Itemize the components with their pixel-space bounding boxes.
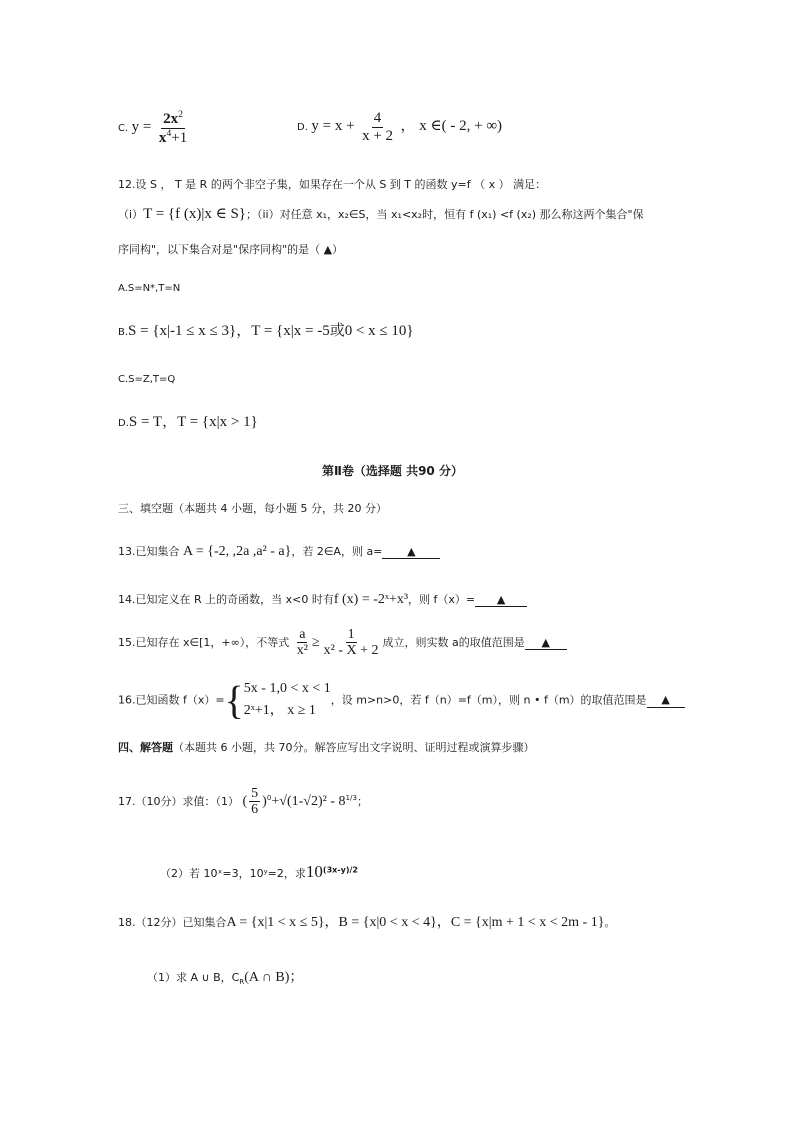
math-text: (A ∩ B)； — [244, 970, 304, 985]
answer-blank — [475, 593, 527, 607]
denominator: 6 — [251, 802, 259, 818]
q18 — [118, 915, 615, 932]
cond-text: 对任意 x₁，x₂∈S，当 x₁<x₂时，恒有 f (x₁) <f (x₂) 那么称这两个集合"保 — [279, 208, 644, 221]
triangle-icon: ▲ — [541, 635, 551, 649]
fill-heading: 三、填空题（本题共 4 小题，每小题 5 分，共 20 分） — [118, 502, 387, 515]
q17 — [118, 786, 368, 818]
triangle-icon: ▲ — [496, 593, 506, 606]
q12-line2 — [118, 205, 644, 223]
fraction — [360, 110, 395, 144]
heading-rest: （本题共 6 小题，共 70分。解答应写出文字说明、证明过程或演算步骤） — [173, 741, 535, 754]
q15-prefix: 15.已知存在 x∈[1，+∞），不等式 — [118, 635, 290, 649]
brace-icon: { — [224, 677, 244, 723]
exponent: 1/3 — [345, 793, 357, 803]
paren-open: ( — [242, 793, 248, 809]
denominator: x + 2 — [362, 127, 394, 144]
piecewise-cases — [244, 678, 331, 723]
exponent: 0 — [266, 793, 272, 803]
math-text: A = {-2, ,2a ,a² - a} — [183, 544, 292, 559]
section-title: 第Ⅱ卷（选择题 共90 分） — [322, 464, 463, 478]
q15-suffix: 成立，则实数 a的取值范围是 — [382, 635, 525, 649]
answer-heading — [118, 741, 534, 754]
numerator: a — [299, 627, 306, 642]
case: 5x - 1,0 < x < 1 — [243, 681, 331, 696]
option-label: C. — [118, 123, 129, 134]
math-text: S = T，T = {x|x > 1} — [128, 414, 258, 430]
q12-line3: 序同构"，以下集合对是"保序同构"的是（ ▲） — [118, 243, 344, 256]
math-text: S = {x|-1 ≤ x ≤ 3}，T = {x|x = -5或0 < x ≤ 10} — [128, 323, 414, 339]
q16 — [118, 678, 685, 723]
q15 — [118, 627, 567, 659]
cond-sep: ；（ii） — [246, 208, 280, 221]
option-label: D. — [118, 418, 129, 429]
math-text: ≥ — [311, 634, 320, 650]
q12-option-b — [118, 322, 414, 340]
q11-option-c — [118, 110, 191, 146]
answer-blank — [525, 636, 567, 650]
q12-option-d — [118, 413, 258, 431]
denominator-tail: +1 — [171, 129, 188, 146]
q14-suffix: ，则 f（x）= — [408, 593, 476, 606]
case: 2ˣ+1， x ≥ 1 — [243, 703, 316, 719]
q14 — [118, 592, 527, 609]
numerator: 5 — [251, 786, 259, 801]
math-text: y = — [131, 119, 152, 135]
math-text: A = {x|1 < x ≤ 5}，B = {x|0 < x < 4}，C = {x|m + 1 < x < 2m - 1} — [226, 915, 605, 930]
math-text: +√(1-√2)² - 8 — [271, 793, 346, 809]
triangle-icon: ▲ — [407, 545, 416, 558]
answer-blank — [382, 545, 440, 559]
part1-text: （1）求 A ∪ B，C — [147, 971, 240, 984]
math-text: ， x ∈( - 2, + ∞) — [400, 118, 503, 134]
fraction — [249, 786, 260, 818]
q18-part1 — [147, 970, 303, 987]
math-text: 10 — [305, 862, 323, 881]
semicolon: ； — [357, 794, 368, 808]
math-text: y = x + — [311, 118, 355, 134]
q11-option-d — [297, 110, 502, 144]
numerator: 2x — [163, 111, 179, 127]
cond-label: （i） — [118, 208, 144, 221]
q18-prefix: 18.（12分）已知集合 — [118, 916, 227, 929]
q17-part2 — [160, 862, 358, 882]
q13 — [118, 544, 440, 561]
numerator: 4 — [373, 110, 382, 126]
q12-option-a: A.S=N*,T=N — [118, 283, 181, 294]
math-text: T = {f (x)|x ∈ S} — [143, 206, 246, 222]
q12-option-c: C.S=Z,T=Q — [118, 374, 176, 385]
exponent: (3x-y)/2 — [322, 865, 358, 875]
heading-bold: 四、解答题 — [118, 741, 173, 754]
fraction — [295, 627, 310, 659]
paren-close: ) — [262, 793, 267, 809]
q13-prefix: 13.已知集合 — [118, 545, 180, 558]
denominator: x² - X + 2 — [323, 643, 379, 659]
numerator: 1 — [347, 627, 355, 642]
answer-blank — [647, 693, 685, 707]
q16-prefix: 16.已知函数 f（x）= — [118, 693, 225, 707]
option-label: D. — [297, 122, 308, 133]
math-text: f (x) = -2ˣ+x³ — [333, 592, 409, 607]
q13-suffix: ，若 2∈A，则 a= — [291, 545, 383, 558]
exponent: 4 — [166, 127, 172, 139]
q16-suffix: ，设 m>n>0，若 f（n）=f（m），则 n • f（m）的取值范围是 — [330, 693, 647, 707]
q17-prefix: 17.（10分）求值：（1） — [118, 794, 239, 808]
q18-suffix: 。 — [604, 916, 616, 929]
fraction — [157, 110, 189, 146]
fraction — [322, 627, 381, 659]
part2-text: （2）若 10ˣ=3，10ʸ=2，求 — [160, 867, 306, 880]
triangle-icon: ▲ — [661, 693, 670, 707]
q12-line1: 12.设 S ， T 是 R 的两个非空子集，如果存在一个从 S 到 T 的函数 y=f （ x ） 满足： — [118, 178, 547, 191]
q14-prefix: 14.已知定义在 R 上的奇函数，当 x<0 时有 — [118, 593, 334, 606]
denominator: x — [158, 129, 167, 146]
denominator: x² — [296, 643, 308, 659]
option-label: B. — [118, 327, 129, 338]
subscript: R — [239, 977, 245, 987]
exponent: 2 — [178, 109, 183, 120]
